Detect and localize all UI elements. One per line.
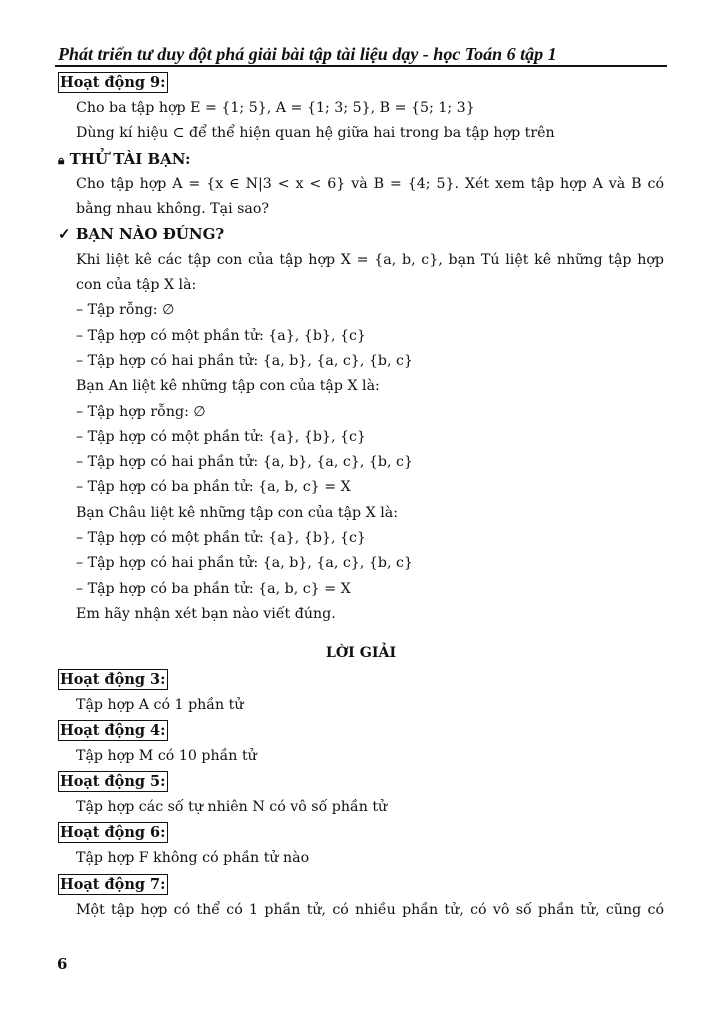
answer-text: Tập hợp F không có phần tử nào <box>76 850 310 867</box>
text-line: – Tập hợp có ba phần tử: {a, b, c} = X <box>76 479 351 496</box>
text-line: Em hãy nhận xét bạn nào viết đúng. <box>76 605 336 622</box>
section-thu-tai-ban: 🔒︎ THỬ TÀI BẠN: <box>58 149 191 168</box>
text-line: – Tập hợp có hai phần tử: {a, b}, {a, c}, {b, c} <box>76 352 413 369</box>
header-rule <box>55 65 667 67</box>
answer-text: Tập hợp các số tự nhiên N có vô số phần tử <box>76 799 388 816</box>
text-line: – Tập hợp có một phần tử: {a}, {b}, {c} <box>76 428 366 445</box>
text-line: Cho tập hợp A = {x ∈ N|3 < x < 6} và B = {4; 5}. Xét xem tập hợp A và B có <box>76 175 664 192</box>
text-line: – Tập hợp rỗng: ∅ <box>76 403 206 420</box>
page-number: 6 <box>57 955 68 973</box>
text-line: Dùng kí hiệu ⊂ để thể hiện quan hệ giữa hai trong ba tập hợp trên <box>76 125 555 142</box>
text-line: – Tập hợp có một phần tử: {a}, {b}, {c} <box>76 530 366 547</box>
check-icon: ✓ <box>58 225 71 244</box>
heading-hoat-dong-4: Hoạt động 4: <box>60 721 166 739</box>
loi-giai-heading: LỜI GIẢI <box>325 645 397 662</box>
text-line: Bạn Châu liệt kê những tập con của tập X là: <box>76 504 399 521</box>
text-line: con của tập X là: <box>76 277 197 294</box>
text-line: – Tập hợp có ba phần tử: {a, b, c} = X <box>76 580 351 597</box>
answer-text: Một tập hợp có thể có 1 phần tử, có nhiều phần tử, có vô số phần tử, cũng có <box>76 901 664 918</box>
heading-hoat-dong-6: Hoạt động 6: <box>60 824 166 842</box>
text-line: Khi liệt kê các tập con của tập hợp X = {a, b, c}, bạn Tú liệt kê những tập hợp <box>76 251 664 268</box>
running-header: Phát triển tư duy đột phá giải bài tập tài liệu dạy - học Toán 6 tập 1 <box>58 44 557 64</box>
text-line: – Tập hợp có một phần tử: {a}, {b}, {c} <box>76 327 366 344</box>
text-line: Cho ba tập hợp E = {1; 5}, A = {1; 3; 5}, B = {5; 1; 3} <box>76 100 475 116</box>
heading-hoat-dong-9: Hoạt động 9: <box>60 74 166 91</box>
text-line: – Tập hợp có hai phần tử: {a, b}, {a, c}, {b, c} <box>76 555 413 572</box>
heading-hoat-dong-5: Hoạt động 5: <box>60 773 166 791</box>
text-line: – Tập hợp có hai phần tử: {a, b}, {a, c}, {b, c} <box>76 454 413 471</box>
page-content <box>58 70 664 923</box>
answer-text: Tập hợp M có 10 phần tử <box>76 747 257 764</box>
heading-hoat-dong-3: Hoạt động 3: <box>60 670 166 688</box>
text-line: Bạn An liệt kê những tập con của tập X là: <box>76 378 380 395</box>
text-line: – Tập rỗng: ∅ <box>76 302 175 319</box>
text-line: bằng nhau không. Tại sao? <box>76 201 270 218</box>
heading-hoat-dong-7: Hoạt động 7: <box>60 875 166 893</box>
answer-text: Tập hợp A có 1 phần tử <box>76 696 244 713</box>
section-ban-nao-dung: ✓ BẠN NÀO ĐÚNG? <box>58 225 225 244</box>
lock-icon: 🔒︎ <box>58 152 65 167</box>
